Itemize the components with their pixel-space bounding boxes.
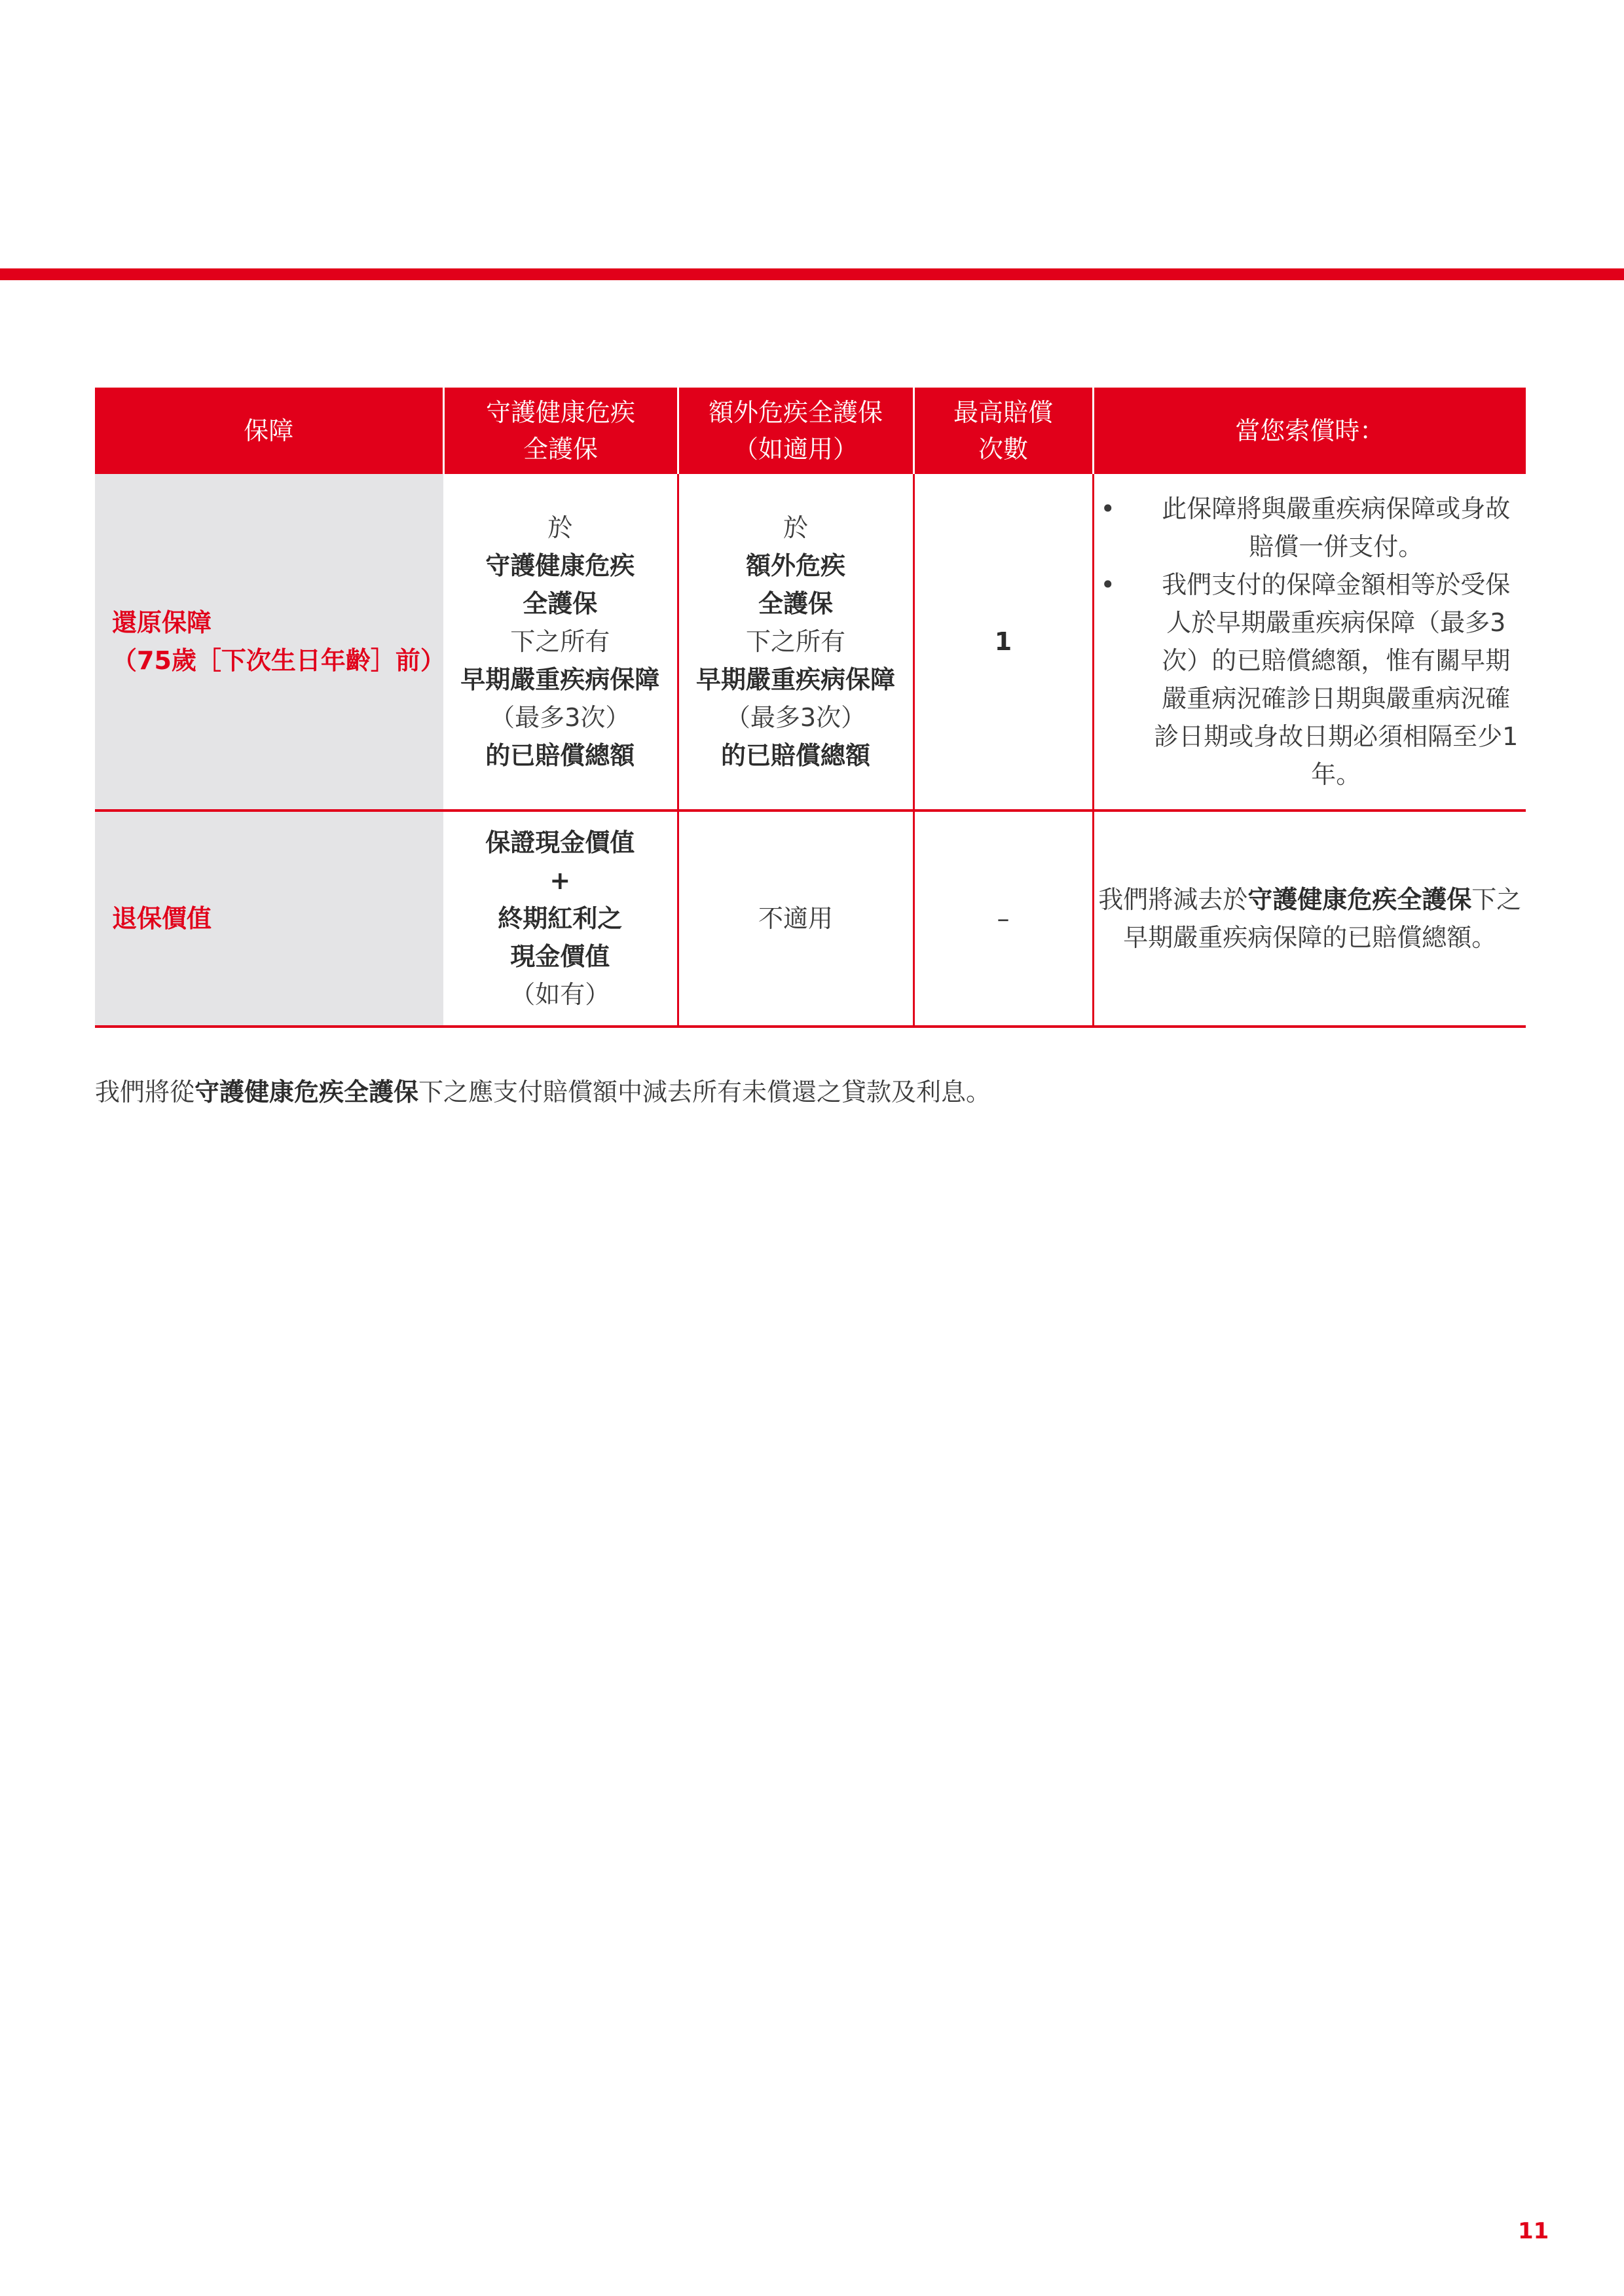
loan-deduction-note: 我們將從守護健康危疾全護保下之應支付賠償額中減去所有未償還之貸款及利息。 bbox=[95, 1078, 991, 1106]
claim-bullet: • 我們支付的保障金額相等於受保人於早期嚴重疾病保障（最多3次）的已賠償總額，惟有關早期嚴重病況確診日期與嚴重病況確診日期或身故日期必須相隔至少1年。 bbox=[1098, 566, 1522, 793]
top-red-rule bbox=[0, 268, 1624, 280]
header-max-claims: 最高賠償 次數 bbox=[913, 388, 1093, 474]
surrender-guardian-cell: 保證現金價值 + 終期紅利之 現金價值 （如有） bbox=[443, 811, 678, 1027]
header-benefit: 保障 bbox=[95, 388, 443, 474]
surrender-max-claims: – bbox=[913, 811, 1093, 1027]
benefits-table bbox=[95, 388, 1526, 1028]
row-label-surrender: 退保價值 bbox=[95, 811, 443, 1027]
header-guardian-plan: 守護健康危疾 全護保 bbox=[443, 388, 678, 474]
claim-bullet: • 此保障將與嚴重疾病保障或身故賠償一併支付。 bbox=[1098, 490, 1522, 566]
header-extra-plan: 額外危疾全護保 （如適用） bbox=[678, 388, 913, 474]
restore-claim-notes bbox=[1093, 474, 1526, 811]
row-label-restore: 還原保障 （75歲［下次生日年齡］前） bbox=[95, 474, 443, 811]
restore-max-claims: 1 bbox=[913, 474, 1093, 811]
restore-extra-cell: 於 額外危疾 全護保 下之所有 早期嚴重疾病保障 （最多3次） 的已賠償總額 bbox=[678, 474, 913, 811]
table-header-row bbox=[95, 388, 1526, 474]
table-row-restore-benefit bbox=[95, 474, 1526, 811]
table-row-surrender-value bbox=[95, 811, 1526, 1027]
surrender-extra-cell: 不適用 bbox=[678, 811, 913, 1027]
header-when-claiming: 當您索償時： bbox=[1093, 388, 1526, 474]
surrender-claim-notes: 我們將減去於守護健康危疾全護保下之早期嚴重疾病保障的已賠償總額。 bbox=[1093, 811, 1526, 1027]
restore-guardian-cell: 於 守護健康危疾 全護保 下之所有 早期嚴重疾病保障 （最多3次） 的已賠償總額 bbox=[443, 474, 678, 811]
page-number: 11 bbox=[1518, 2218, 1549, 2244]
